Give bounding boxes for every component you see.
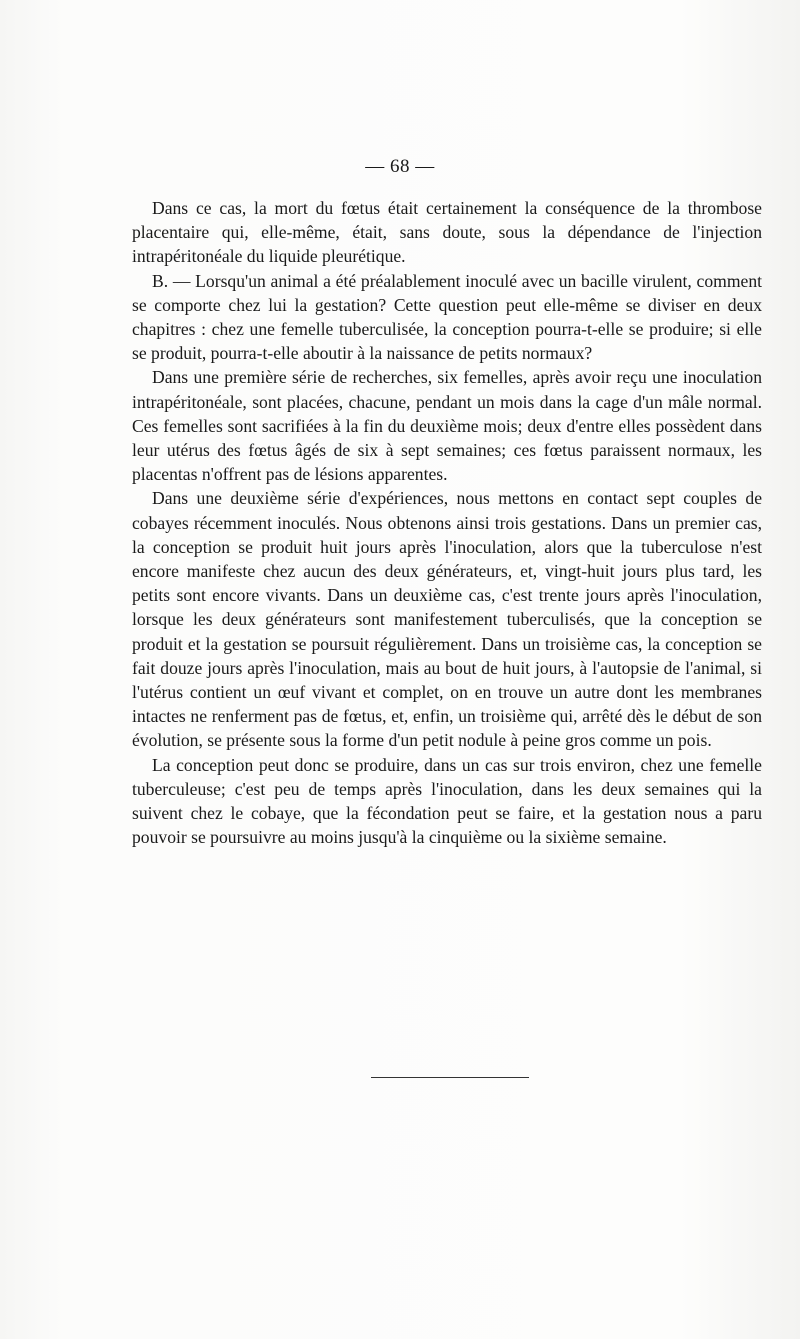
paragraph-thrombose: Dans ce cas, la mort du fœtus était certainement la conséquence de la thrombose placentaire qui, elle-même, était, sans doute, sous la dépendance de l'injection intrapéritonéale du liquide pleurétique. — [132, 198, 762, 267]
paragraph-section-b: B. — Lorsqu'un animal a été préalablement inoculé avec un bacille virulent, comment se comporte chez lui la gestation? Cette question peut elle-même se diviser en deux chapitres : chez une femelle tuberculisée, la conception pourra-t-elle se produire; si elle se produit, pourra-t-elle aboutir à la naissance de petits normaux? — [132, 270, 762, 364]
page-number: — 68 — — [365, 156, 435, 177]
paragraph-premiere-serie: Dans une première série de recherches, six femelles, après avoir reçu une inoculation intrapéritonéale, sont placées, chacune, pendant un mois dans la cage d'un mâle normal. Ces femelles sont sacrifiées à la fin du deuxième mois; deux d'entre elles possèdent dans leur utérus des fœtus âgés de six à sept semaines; ces fœtus paraissent normaux, les placentas n'offrent pas de lésions apparentes. — [132, 367, 762, 485]
body-text — [132, 196, 762, 849]
paragraph-deuxieme-serie: Dans une deuxième série d'expériences, nous mettons en contact sept couples de cobayes récemment inoculés. Nous obtenons ainsi trois gestations. Dans un premier cas, la conception se produit huit jours après l'inoculation, alors que la tuberculose n'est encore manifeste chez aucun des deux générateurs, et, vingt-huit jours plus tard, les petits sont encore vivants. Dans un deuxième cas, c'est trente jours après l'inoculation, lorsque les deux générateurs sont manifestement tuberculisés, que la conception se produit et la gestation se poursuit régulièrement. Dans un troisième cas, la conception se fait douze jours après l'inoculation, mais au bout de huit jours, à l'autopsie de l'animal, si l'utérus contient un œuf vivant et complet, on en trouve un autre dont les membranes intactes ne renferment pas de fœtus, et, enfin, un troisième qui, arrêté dès le début de son évolution, se présente sous la forme d'un petit nodule à peine gros comme un pois. — [132, 488, 762, 751]
paragraph-conclusion: La conception peut donc se produire, dans un cas sur trois environ, chez une femelle tuberculeuse; c'est peu de temps après l'inoculation, dans les deux semaines qui la suivent chez le cobaye, que la fécondation peut se faire, et la gestation nous a paru pouvoir se poursuivre au moins jusqu'à la cinquième ou la sixième semaine. — [132, 754, 762, 848]
end-divider — [371, 1077, 529, 1078]
